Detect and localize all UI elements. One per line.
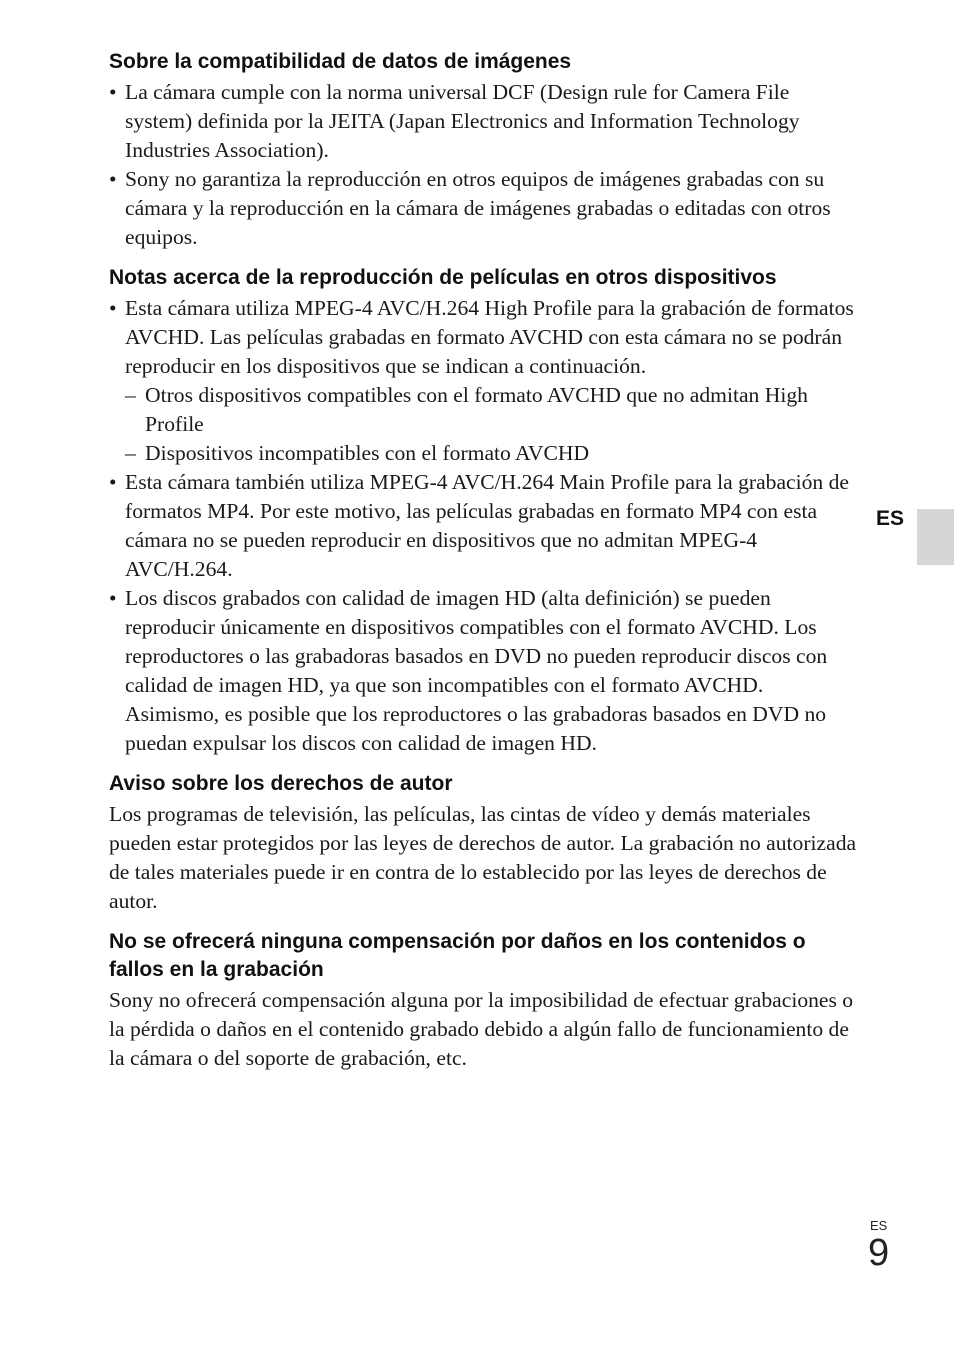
bullet-text: Esta cámara utiliza MPEG-4 AVC/H.264 High Profile para la grabación de formatos AVCHD. Las películas grabadas en formato AVCHD con esta cámara no se podrán reproducir en los dispositivos que se indican a continuación. (125, 296, 854, 378)
sub-list-item: – Dispositivos incompatibles con el formato AVCHD (125, 439, 861, 468)
sub-list (125, 381, 861, 468)
bullet-item: • Esta cámara también utiliza MPEG-4 AVC/H.264 Main Profile para la grabación de formatos MP4. Por este motivo, las películas grabadas en formato MP4 con esta cámara no se pueden reproducir en dispositivos que no admitan MPEG-4 AVC/H.264. (109, 468, 861, 584)
page-number: 9 (868, 1232, 890, 1274)
section-heading-image-compatibility: Sobre la compatibilidad de datos de imágenes (109, 50, 572, 73)
bullet-item: • Los discos grabados con calidad de imagen HD (alta definición) se pueden reproducir únicamente en dispositivos compatibles con el formato AVCHD. Los reproductores o las grabadoras basados en DVD no pueden reproducir discos con calidad de imagen HD, ya que son incompatibles con el formato AVCHD. Asimismo, es posible que los reproductores o las grabadoras basados en DVD no puedan expulsar los discos con calidad de imagen HD. (109, 584, 861, 758)
bullet-item: • La cámara cumple con la norma universal DCF (Design rule for Camera File system) definida por la JEITA (Japan Electronics and Information Technology Industries Association). (109, 78, 861, 165)
language-tab-label: ES (876, 507, 905, 530)
document-page (109, 48, 861, 1073)
paragraph: Los programas de televisión, las películas, las cintas de vídeo y demás materiales pueden estar protegidos por las leyes de derechos de autor. La grabación no autorizada de tales materiales puede ir en contra de lo establecido por las leyes de derechos de autor. (109, 802, 857, 913)
sub-list-item: – Otros dispositivos compatibles con el formato AVCHD que no admitan High Profile (125, 381, 861, 439)
bullet-list (109, 294, 861, 758)
bullet-item: • Sony no garantiza la reproducción en otros equipos de imágenes grabadas con su cámara y la reproducción en la cámara de imágenes grabadas o editadas con otros equipos. (109, 165, 861, 252)
language-side-tab (917, 509, 954, 565)
section-heading-copyright: Aviso sobre los derechos de autor (109, 772, 453, 795)
section-heading-movie-playback: Notas acerca de la reproducción de películas en otros dispositivos (109, 266, 777, 289)
paragraph: Sony no ofrecerá compensación alguna por la imposibilidad de efectuar grabaciones o la pérdida o daños en el contenido grabado debido a algún fallo de funcionamiento de la cámara o del soporte de grabación, etc. (109, 988, 854, 1070)
bullet-list (109, 78, 861, 252)
bullet-item (109, 294, 861, 468)
folio-language: ES (870, 1218, 888, 1233)
section-heading-no-compensation: No se ofrecerá ninguna compensación por daños en los contenidos o fallos en la grabación (109, 930, 806, 981)
